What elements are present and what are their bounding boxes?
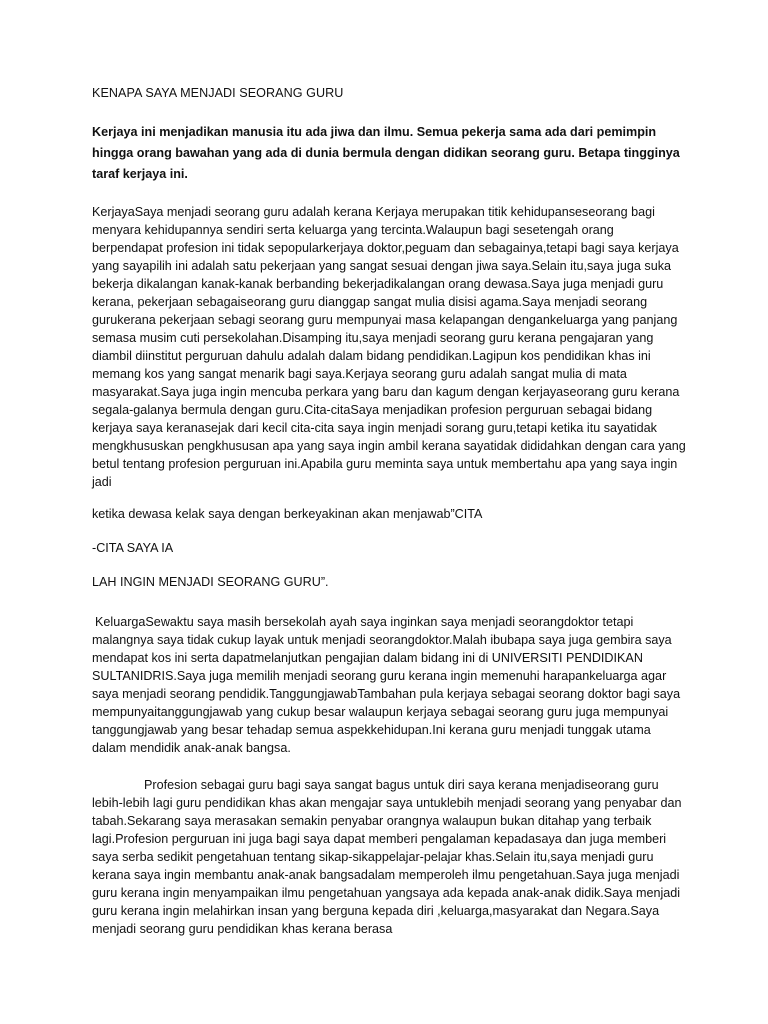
body-paragraph-1: KerjayaSaya menjadi seorang guru adalah kerana Kerjaya merupakan titik kehidupanseseorang bagi menyara kehidupannya sendiri serta keluarga yang tercinta.Walaupun bagi sesetengah orang berpendapat profesion ini tidak sepopularkerjaya doktor,peguam dan sebagainya,tetapi bagi saya kerjaya yang sayapilih ini adalah satu pekerjaan yang sangat sesuai dengan jiwa saya.Selain itu,saya juga suka bekerja dikalangan kanak-kanak berbanding bekerjadikalangan orang dewasa.Saya juga menjadi guru kerana, pekerjaan sebagaiseorang guru dianggap sangat mulia disisi agama.Saya menjadi seorang gurukerana pekerjaan sebagi seorang guru mempunyai masa kelapangan dengankeluarga yang panjang semasa musim cuti persekolahan.Disamping itu,saya menjadi seorang guru kerana pengajaran yang diambil diinstitut perguruan dahulu adalah dalam bidang pendidikan.Lagipun kos pendidikan khas ini memang kos yang sangat menarik bagi saya.Kerjaya seorang guru adalah sangat mulia di mata masyarakat.Saya juga ingin mencuba perkara yang baru dan kagum dengan kerjayaseorang guru kerana segala-galanya bermula dengan guru.Cita-citaSaya menjadikan profesion perguruan sebagai bidang kerjaya saya keranasejak dari kecil cita-cita saya ingin menjadi sorang guru,tetapi ketika itu sayatidak mengkhususkan pengkhususan apa yang saya ingin ambil kerana sayatidak dididahkan dengan cara yang betul tentang profesion perguruan ini.Apabila guru meminta saya untuk membertahu apa yang saya ingin jadi	[92, 205, 686, 489]
document-title: KENAPA SAYA MENJADI SEORANG GURU	[92, 86, 344, 100]
intro-paragraph: Kerjaya ini menjadikan manusia itu ada jiwa dan ilmu. Semua pekerja sama ada dari pemimpin hingga orang bawahan yang ada di dunia bermula dengan didikan seorang guru. Betapa tingginya taraf kerjaya ini.	[92, 125, 680, 181]
body-paragraph-2: ketika dewasa kelak saya dengan berkeyakinan akan menjawab”CITA	[92, 507, 483, 521]
body-paragraph-4: LAH INGIN MENJADI SEORANG GURU”.	[92, 575, 329, 589]
body-paragraph-3: -CITA SAYA IA	[92, 541, 174, 555]
body-paragraph-5: KeluargaSewaktu saya masih bersekolah ayah saya inginkan saya menjadi seorangdoktor tetapi malangnya saya tidak cukup layak untuk menjadi seorangdoktor.Malah ibubapa saya juga gembira saya mendapat kos ini serta dapatmelanjutkan pengajian dalam bidang ini di UNIVERSITI PENDIDIKAN SULTANIDRIS.Saya juga memilih menjadi seorang guru kerana ingin memenuhi harapankeluarga agar saya menjadi seorang pendidik.TanggungjawabTambahan pula kerjaya sebagai seorang doktor bagi saya mempunyaitanggungjawab yang cukup besar walaupun kerjaya sebagai seorang guru juga mempunyai tanggungjawab yang besar tehadap semua aspekkehidupan.Ini kerana guru menjadi tunggak utama dalam mendidik anak-anak bangsa.	[92, 615, 681, 755]
body-paragraph-6: Profesion sebagai guru bagi saya sangat bagus untuk diri saya kerana menjadiseorang guru lebih-lebih lagi guru pendidikan khas akan mengajar saya untuklebih menjadi seorang yang penyabar dan tabah.Sekarang saya merasakan semakin penyabar orangnya walaupun bukan ditahap yang terbaik lagi.Profesion perguruan ini juga bagi saya dapat memberi pengalaman kepadasaya dan juga memberi saya serba sedikit pengetahuan tentang sikap-sikappelajar-pelajar khas.Selain itu,saya menjadi guru kerana saya ingin membantu anak-anak bangsadalam memperoleh ilmu pengetahuan.Saya juga menjadi guru kerana ingin menyampaikan ilmu pengetahuan yangsaya ada kepada anak-anak didik.Saya menjadi guru kerana ingin melahirkan insan yang berguna kepada diri ,keluarga,masyarakat dan Negara.Saya menjadi seorang guru pendidikan khas kerana berasa	[92, 778, 682, 936]
